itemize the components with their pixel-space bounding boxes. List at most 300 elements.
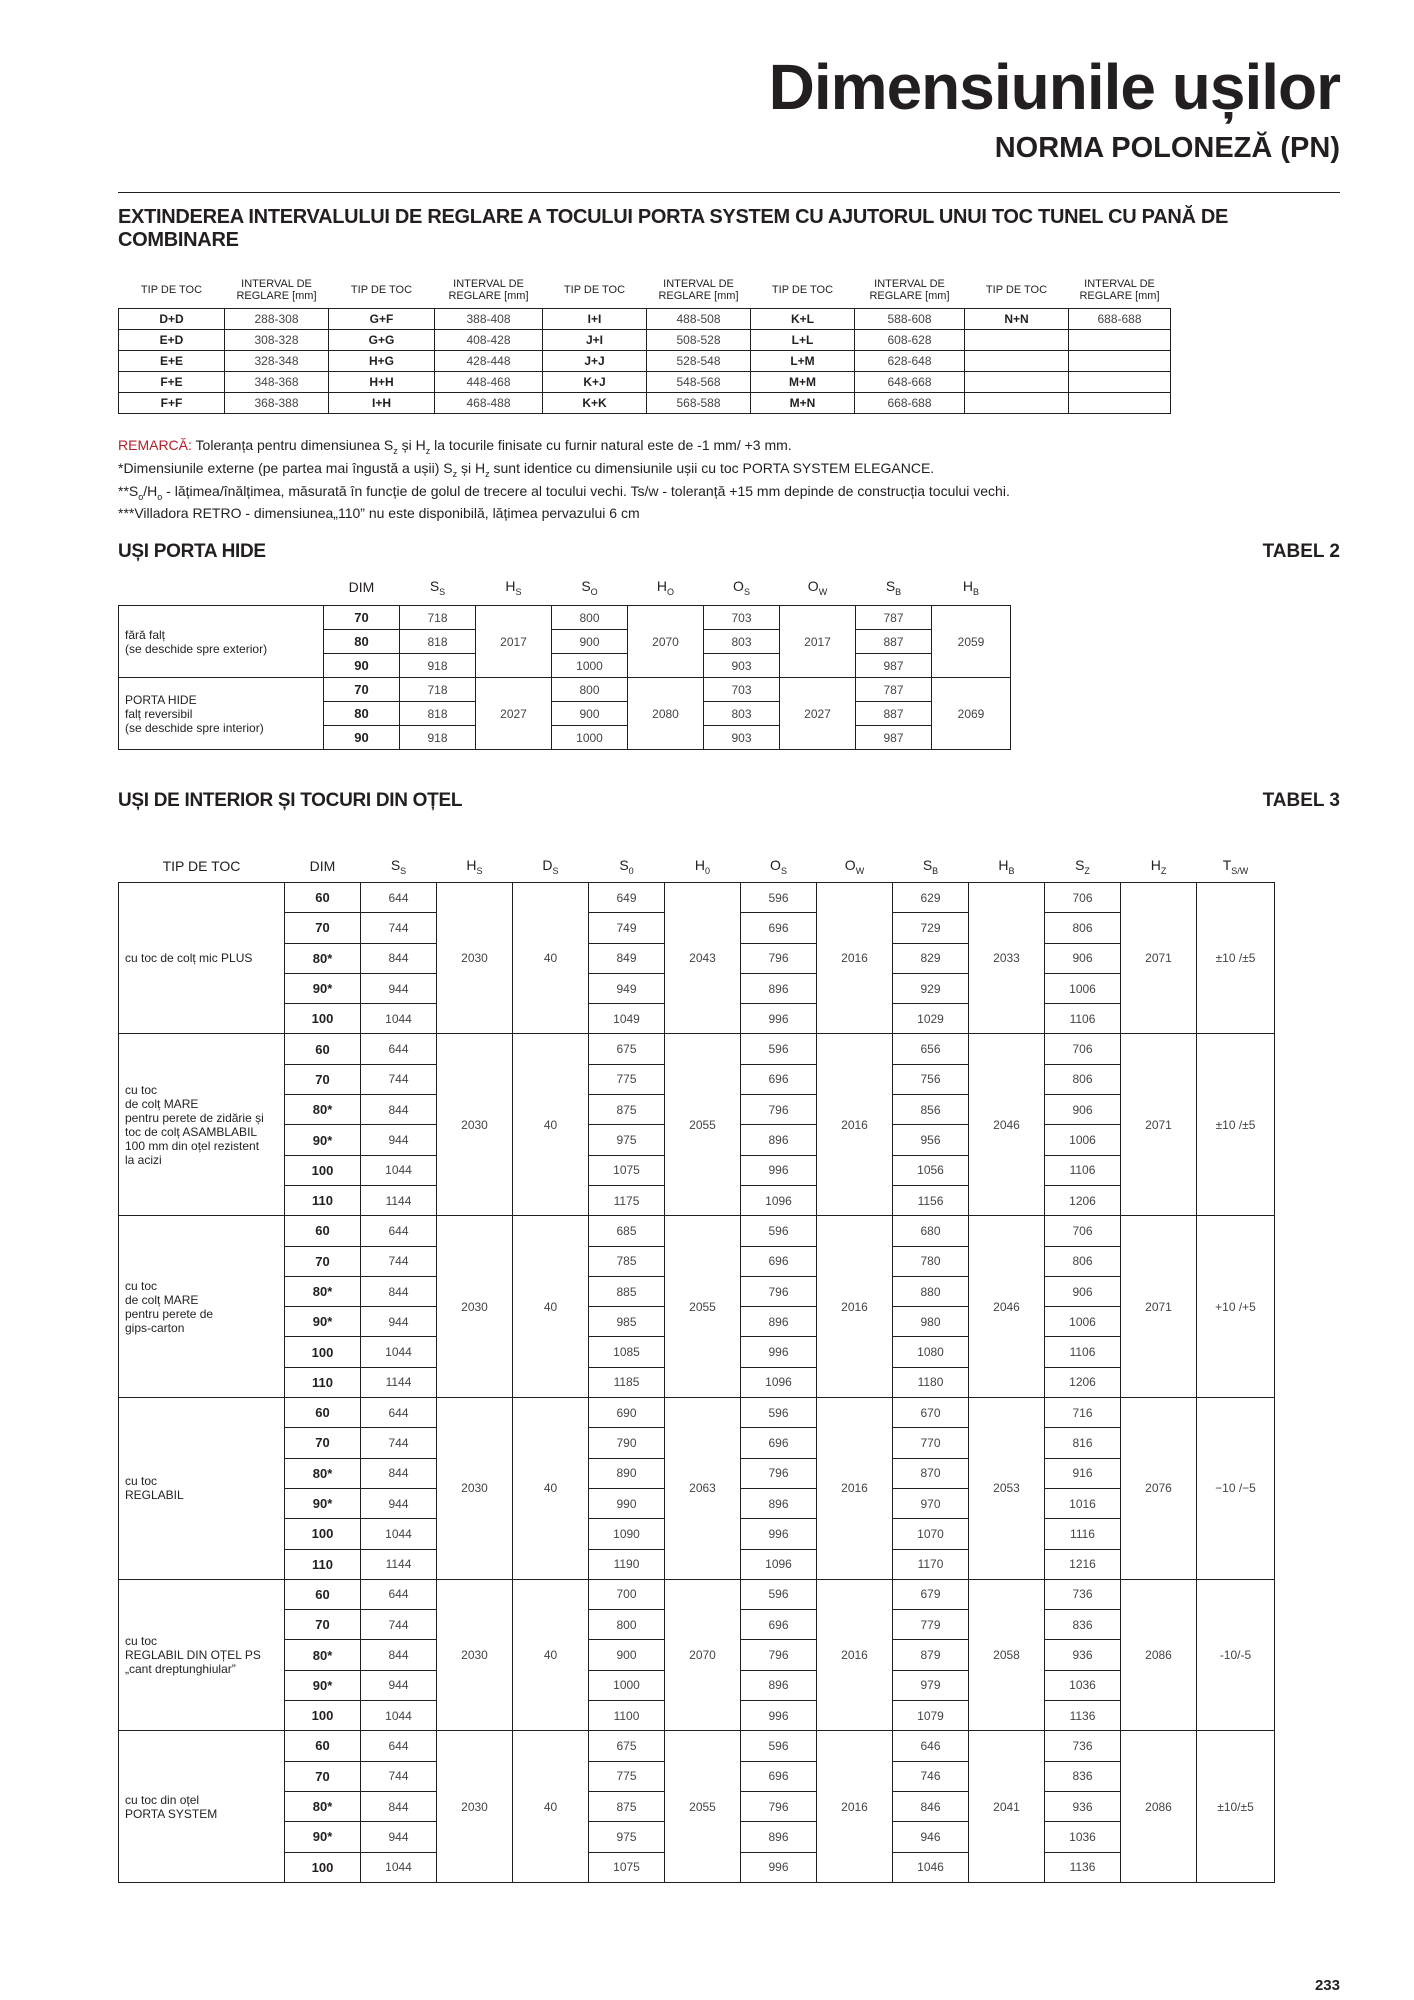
sz-cell: 1036 <box>1045 1670 1121 1700</box>
os-cell: 896 <box>741 1670 817 1700</box>
ss-cell: 918 <box>400 654 476 678</box>
sz-cell: 736 <box>1045 1731 1121 1761</box>
hz-cell: 2071 <box>1121 1216 1197 1398</box>
ss-cell: 844 <box>361 1095 437 1125</box>
dim-cell: 70 <box>324 606 400 630</box>
ss-cell: 644 <box>361 1034 437 1064</box>
tip-cell: J+I <box>543 330 647 351</box>
so-cell: 900 <box>552 702 628 726</box>
column-header-sub: S/W <box>1231 865 1249 876</box>
interval-cell <box>1069 393 1171 414</box>
door-type-description <box>119 678 324 750</box>
hs-cell: 2030 <box>437 1216 513 1398</box>
description-line: cu toc <box>125 1082 158 1097</box>
interval-cell: 428-448 <box>435 351 543 372</box>
so-cell: 790 <box>589 1428 665 1458</box>
sz-cell: 1136 <box>1045 1701 1121 1731</box>
table-row <box>119 1579 1275 1609</box>
os-cell: 1096 <box>741 1549 817 1579</box>
tip-cell: K+K <box>543 393 647 414</box>
dim-cell: 100 <box>285 1337 361 1367</box>
dim-cell: 60 <box>285 1216 361 1246</box>
sb-cell: 846 <box>893 1791 969 1821</box>
column-header-sub: 0 <box>705 865 711 876</box>
interval-cell: 648-668 <box>855 372 965 393</box>
remark-label: REMARCĂ: <box>118 437 192 453</box>
column-header-sub: 0 <box>628 865 634 876</box>
column-header-sub: B <box>1008 865 1015 876</box>
os-cell: 896 <box>741 1307 817 1337</box>
os-cell: 596 <box>741 1034 817 1064</box>
ss-cell: 744 <box>361 1761 437 1791</box>
header-interval <box>647 272 751 309</box>
header-interval <box>225 272 329 309</box>
dim-cell: 70 <box>285 913 361 943</box>
column-header-base: H <box>466 856 477 873</box>
table-row <box>119 678 1011 702</box>
column-header-sub: O <box>590 586 598 597</box>
column-header-base: D <box>542 856 553 873</box>
ds-cell: 40 <box>513 1398 589 1580</box>
so-cell: 1075 <box>589 1852 665 1882</box>
dim-cell: 70 <box>285 1246 361 1276</box>
frame-type-description <box>119 1034 285 1216</box>
ss-cell: 844 <box>361 1640 437 1670</box>
ss-cell: 918 <box>400 726 476 750</box>
column-header-sub: B <box>973 586 980 597</box>
ow-cell: 2017 <box>780 606 856 678</box>
column-header-base: H <box>962 577 974 594</box>
description-line: gips-carton <box>125 1320 185 1335</box>
os-cell: 703 <box>704 678 780 702</box>
sz-cell: 936 <box>1045 1640 1121 1670</box>
ho-cell: 2043 <box>665 883 741 1034</box>
description-line: cu toc <box>125 1634 158 1649</box>
sz-cell: 1006 <box>1045 973 1121 1003</box>
sb-cell: 887 <box>856 702 932 726</box>
column-header-base: S <box>885 577 896 594</box>
sb-cell: 679 <box>893 1579 969 1609</box>
tip-cell: F+E <box>119 372 225 393</box>
dim-cell: 80* <box>285 1791 361 1821</box>
ss-cell: 718 <box>400 606 476 630</box>
dim-cell: 100 <box>285 1519 361 1549</box>
ow-cell: 2016 <box>817 883 893 1034</box>
tip-cell <box>965 372 1069 393</box>
ss-cell: 844 <box>361 1791 437 1821</box>
column-header-sub: S <box>780 865 787 876</box>
header-interval-line1: INTERVAL DE <box>1084 278 1155 290</box>
sz-cell: 916 <box>1045 1458 1121 1488</box>
hz-cell: 2086 <box>1121 1579 1197 1730</box>
tip-cell: E+E <box>119 351 225 372</box>
description-line: PORTA SYSTEM <box>125 1806 218 1821</box>
tip-cell: E+D <box>119 330 225 351</box>
page-number: 233 <box>1314 1977 1340 1994</box>
dim-cell: 70 <box>285 1761 361 1791</box>
ss-cell: 744 <box>361 1064 437 1094</box>
tip-cell: M+N <box>751 393 855 414</box>
table-row <box>119 1034 1275 1064</box>
dim-cell: 70 <box>285 1610 361 1640</box>
os-cell: 803 <box>704 702 780 726</box>
remark-line-1: REMARCĂ: Toleranța pentru dimensiunea $S_z$ și $H_z$ la tocurile finisate cu furnir natural este de -1 mm/ +3 mm. <box>118 437 792 456</box>
column-header-base: O <box>770 856 781 873</box>
ss-cell: 1044 <box>361 1004 437 1034</box>
ss-cell: 744 <box>361 1610 437 1640</box>
tip-cell: F+F <box>119 393 225 414</box>
sb-cell: 646 <box>893 1731 969 1761</box>
column-header <box>1121 850 1197 883</box>
sb-cell: 729 <box>893 913 969 943</box>
so-cell: 775 <box>589 1064 665 1094</box>
column-header-base: S <box>1075 856 1085 873</box>
so-cell: 885 <box>589 1276 665 1306</box>
interval-cell: 548-568 <box>647 372 751 393</box>
dim-cell: 90* <box>285 1307 361 1337</box>
os-cell: 1096 <box>741 1367 817 1397</box>
dim-cell: 90* <box>285 1670 361 1700</box>
sz-cell: 806 <box>1045 1246 1121 1276</box>
column-header <box>1045 850 1121 883</box>
so-cell: 775 <box>589 1761 665 1791</box>
ss-cell: 1044 <box>361 1337 437 1367</box>
tip-cell: H+H <box>329 372 435 393</box>
description-line: cu toc <box>125 1474 158 1489</box>
hb-cell: 2046 <box>969 1216 1045 1398</box>
dim-cell: 90 <box>324 654 400 678</box>
os-cell: 803 <box>704 630 780 654</box>
tolerance-cell: ±10 /±5 <box>1197 883 1275 1034</box>
tolerance-cell: +10 /+5 <box>1197 1216 1275 1398</box>
hb-cell: 2058 <box>969 1579 1045 1730</box>
dim-cell: 90 <box>324 726 400 750</box>
dim-cell: 100 <box>285 1004 361 1034</box>
so-cell: 690 <box>589 1398 665 1428</box>
tip-cell: K+L <box>751 309 855 330</box>
ss-cell: 1144 <box>361 1185 437 1215</box>
tolerance-cell: −10 /−5 <box>1197 1398 1275 1580</box>
sz-cell: 1216 <box>1045 1549 1121 1579</box>
interval-cell: 608-628 <box>855 330 965 351</box>
so-cell: 849 <box>589 943 665 973</box>
dim-cell: 80* <box>285 1640 361 1670</box>
so-cell: 990 <box>589 1488 665 1518</box>
column-header-base: O <box>807 577 819 594</box>
column-header <box>932 569 1011 606</box>
description-line: la acizi <box>125 1152 162 1167</box>
description-line: PORTA HIDE <box>125 692 197 707</box>
sb-cell: 929 <box>893 973 969 1003</box>
ss-cell: 944 <box>361 1670 437 1700</box>
column-header-sub: B <box>932 865 939 876</box>
dim-cell: 80* <box>285 1458 361 1488</box>
sz-cell: 706 <box>1045 1216 1121 1246</box>
ss-cell: 744 <box>361 913 437 943</box>
sb-cell: 656 <box>893 1034 969 1064</box>
column-header-base: H <box>505 577 516 594</box>
interval-cell: 308-328 <box>225 330 329 351</box>
extension-table <box>118 272 1171 414</box>
ss-cell: 944 <box>361 1488 437 1518</box>
dim-cell: 110 <box>285 1549 361 1579</box>
table3-heading: UȘI DE INTERIOR ȘI TOCURI DIN OȚEL <box>118 790 463 811</box>
column-header <box>119 850 285 883</box>
column-header-sub: W <box>818 586 828 597</box>
hs-cell: 2030 <box>437 883 513 1034</box>
hs-cell: 2030 <box>437 1731 513 1882</box>
column-header <box>476 569 552 606</box>
tip-cell: N+N <box>965 309 1069 330</box>
os-cell: 696 <box>741 1246 817 1276</box>
dim-cell: 90* <box>285 1822 361 1852</box>
os-cell: 896 <box>741 1822 817 1852</box>
ss-cell: 844 <box>361 1458 437 1488</box>
sz-cell: 1116 <box>1045 1519 1121 1549</box>
sb-cell: 946 <box>893 1822 969 1852</box>
hb-cell: 2059 <box>932 606 1011 678</box>
column-header <box>969 850 1045 883</box>
description-line: fără falț <box>125 627 166 642</box>
os-cell: 796 <box>741 1640 817 1670</box>
ss-cell: 1044 <box>361 1701 437 1731</box>
sb-cell: 1170 <box>893 1549 969 1579</box>
sb-cell: 670 <box>893 1398 969 1428</box>
ho-cell: 2070 <box>628 606 704 678</box>
column-header-sub: S <box>476 865 483 876</box>
column-header-base: H <box>1150 856 1161 873</box>
sb-cell: 787 <box>856 678 932 702</box>
column-header-base: S <box>390 856 401 873</box>
description-line: „cant dreptunghiular” <box>125 1662 236 1677</box>
os-cell: 1096 <box>741 1185 817 1215</box>
column-header <box>856 569 932 606</box>
sb-cell: 887 <box>856 630 932 654</box>
column-header <box>437 850 513 883</box>
sb-cell: 779 <box>893 1610 969 1640</box>
interval-cell: 388-408 <box>435 309 543 330</box>
column-header-base: S <box>581 577 591 594</box>
column-header-base: DIM <box>348 579 375 595</box>
ho-cell: 2070 <box>665 1579 741 1730</box>
header-interval-line2: REGLARE [mm] <box>236 290 317 302</box>
column-header <box>552 569 628 606</box>
tip-cell: D+D <box>119 309 225 330</box>
tip-cell: K+J <box>543 372 647 393</box>
so-cell: 800 <box>589 1610 665 1640</box>
os-cell: 696 <box>741 1610 817 1640</box>
ss-cell: 644 <box>361 1398 437 1428</box>
dim-cell: 110 <box>285 1367 361 1397</box>
sb-cell: 870 <box>893 1458 969 1488</box>
os-cell: 696 <box>741 913 817 943</box>
ss-cell: 818 <box>400 702 476 726</box>
table-row <box>119 883 1275 913</box>
ow-cell: 2016 <box>817 1216 893 1398</box>
dim-cell: 70 <box>324 678 400 702</box>
ss-cell: 844 <box>361 1276 437 1306</box>
sb-cell: 829 <box>893 943 969 973</box>
ds-cell: 40 <box>513 1034 589 1216</box>
so-cell: 1000 <box>552 726 628 750</box>
sb-cell: 770 <box>893 1428 969 1458</box>
header-tip-de-toc: TIP DE TOC <box>563 284 626 296</box>
tip-cell: J+J <box>543 351 647 372</box>
dim-cell: 80* <box>285 943 361 973</box>
interior-doors-table <box>118 850 1275 1883</box>
header-divider <box>118 192 1340 193</box>
dim-cell: 100 <box>285 1155 361 1185</box>
so-cell: 1000 <box>589 1670 665 1700</box>
interval-cell: 668-688 <box>855 393 965 414</box>
dim-cell: 100 <box>285 1701 361 1731</box>
column-header-sub: W <box>855 865 865 876</box>
hz-cell: 2086 <box>1121 1731 1197 1882</box>
os-cell: 696 <box>741 1428 817 1458</box>
table-row <box>119 309 1171 330</box>
sz-cell: 936 <box>1045 1791 1121 1821</box>
sz-cell: 1006 <box>1045 1307 1121 1337</box>
sz-cell: 1206 <box>1045 1367 1121 1397</box>
tolerance-cell: ±10/±5 <box>1197 1731 1275 1882</box>
ss-cell: 718 <box>400 678 476 702</box>
column-header <box>400 569 476 606</box>
column-header <box>665 850 741 883</box>
dim-cell: 90* <box>285 1488 361 1518</box>
table-row <box>119 1731 1275 1761</box>
os-cell: 596 <box>741 1579 817 1609</box>
sz-cell: 836 <box>1045 1761 1121 1791</box>
dim-cell: 80* <box>285 1276 361 1306</box>
tip-cell: G+F <box>329 309 435 330</box>
sb-cell: 756 <box>893 1064 969 1094</box>
sz-cell: 1106 <box>1045 1155 1121 1185</box>
interval-cell <box>1069 372 1171 393</box>
sb-cell: 1079 <box>893 1701 969 1731</box>
tip-cell: G+G <box>329 330 435 351</box>
so-cell: 975 <box>589 1125 665 1155</box>
interval-cell: 528-548 <box>647 351 751 372</box>
sz-cell: 1006 <box>1045 1125 1121 1155</box>
column-header <box>741 850 817 883</box>
so-cell: 875 <box>589 1095 665 1125</box>
os-cell: 903 <box>704 654 780 678</box>
ds-cell: 40 <box>513 1216 589 1398</box>
header-tip-de-toc: TIP DE TOC <box>771 284 834 296</box>
hb-cell: 2069 <box>932 678 1011 750</box>
column-header-base: O <box>733 577 744 594</box>
ss-cell: 1044 <box>361 1155 437 1185</box>
interval-cell: 328-348 <box>225 351 329 372</box>
so-cell: 985 <box>589 1307 665 1337</box>
so-cell: 700 <box>589 1579 665 1609</box>
ds-cell: 40 <box>513 1731 589 1882</box>
sb-cell: 787 <box>856 606 932 630</box>
so-cell: 890 <box>589 1458 665 1488</box>
so-cell: 1000 <box>552 654 628 678</box>
column-header <box>324 569 400 606</box>
column-header-sub: S <box>400 865 407 876</box>
header-interval <box>855 272 965 309</box>
page-title: Dimensiunile ușilor <box>768 51 1340 123</box>
dim-cell: 80* <box>285 1095 361 1125</box>
sz-cell: 716 <box>1045 1398 1121 1428</box>
table-row <box>119 1398 1275 1428</box>
sb-cell: 780 <box>893 1246 969 1276</box>
dim-cell: 60 <box>285 1579 361 1609</box>
interval-cell <box>1069 330 1171 351</box>
sb-cell: 970 <box>893 1488 969 1518</box>
sz-cell: 706 <box>1045 883 1121 913</box>
so-cell: 785 <box>589 1246 665 1276</box>
sb-cell: 987 <box>856 654 932 678</box>
extension-heading: EXTINDEREA INTERVALULUI DE REGLARE A TOCULUI PORTA SYSTEM CU AJUTORUL UNUI TOC TUNEL CU PANĂ DE COMBINARE <box>118 206 1229 251</box>
hz-cell: 2076 <box>1121 1398 1197 1580</box>
sz-cell: 906 <box>1045 943 1121 973</box>
tolerance-cell: ±10 /±5 <box>1197 1034 1275 1216</box>
so-cell: 685 <box>589 1216 665 1246</box>
column-header-base: S <box>619 856 629 873</box>
so-cell: 649 <box>589 883 665 913</box>
sz-cell: 836 <box>1045 1610 1121 1640</box>
hz-cell: 2071 <box>1121 1034 1197 1216</box>
so-cell: 900 <box>589 1640 665 1670</box>
ds-cell: 40 <box>513 1579 589 1730</box>
description-line: de colț MARE <box>125 1096 199 1111</box>
header-interval-line2: REGLARE [mm] <box>658 290 739 302</box>
ss-cell: 644 <box>361 1579 437 1609</box>
so-cell: 800 <box>552 606 628 630</box>
hs-cell: 2030 <box>437 1579 513 1730</box>
so-cell: 1100 <box>589 1701 665 1731</box>
ho-cell: 2055 <box>665 1216 741 1398</box>
os-cell: 696 <box>741 1064 817 1094</box>
sz-cell: 706 <box>1045 1034 1121 1064</box>
sb-cell: 980 <box>893 1307 969 1337</box>
description-line: 100 mm din oțel rezistent <box>125 1138 260 1153</box>
header-tip-de-toc: TIP DE TOC <box>140 284 203 296</box>
dim-cell: 80 <box>324 702 400 726</box>
dim-cell: 60 <box>285 883 361 913</box>
column-header <box>893 850 969 883</box>
header-interval-line2: REGLARE [mm] <box>448 290 529 302</box>
os-cell: 903 <box>704 726 780 750</box>
sz-cell: 1106 <box>1045 1004 1121 1034</box>
os-cell: 596 <box>741 1731 817 1761</box>
column-header <box>780 569 856 606</box>
interval-cell: 588-608 <box>855 309 965 330</box>
os-cell: 796 <box>741 1095 817 1125</box>
column-header-sub: O <box>667 586 675 597</box>
interval-cell: 468-488 <box>435 393 543 414</box>
sb-cell: 1046 <box>893 1852 969 1882</box>
hs-cell: 2030 <box>437 1398 513 1580</box>
dim-cell: 90* <box>285 1125 361 1155</box>
ss-cell: 944 <box>361 1822 437 1852</box>
ow-cell: 2016 <box>817 1731 893 1882</box>
header-tip-de-toc: TIP DE TOC <box>350 284 413 296</box>
description-line: pentru perete de <box>125 1306 214 1321</box>
description-line: cu toc <box>125 1278 158 1293</box>
column-header <box>817 850 893 883</box>
header-interval <box>1069 272 1171 309</box>
ss-cell: 644 <box>361 1216 437 1246</box>
sb-cell: 1080 <box>893 1337 969 1367</box>
ss-cell: 744 <box>361 1246 437 1276</box>
column-header-base: DIM <box>309 858 336 874</box>
os-cell: 796 <box>741 1791 817 1821</box>
description-line: pentru perete de zidărie și <box>125 1110 264 1125</box>
